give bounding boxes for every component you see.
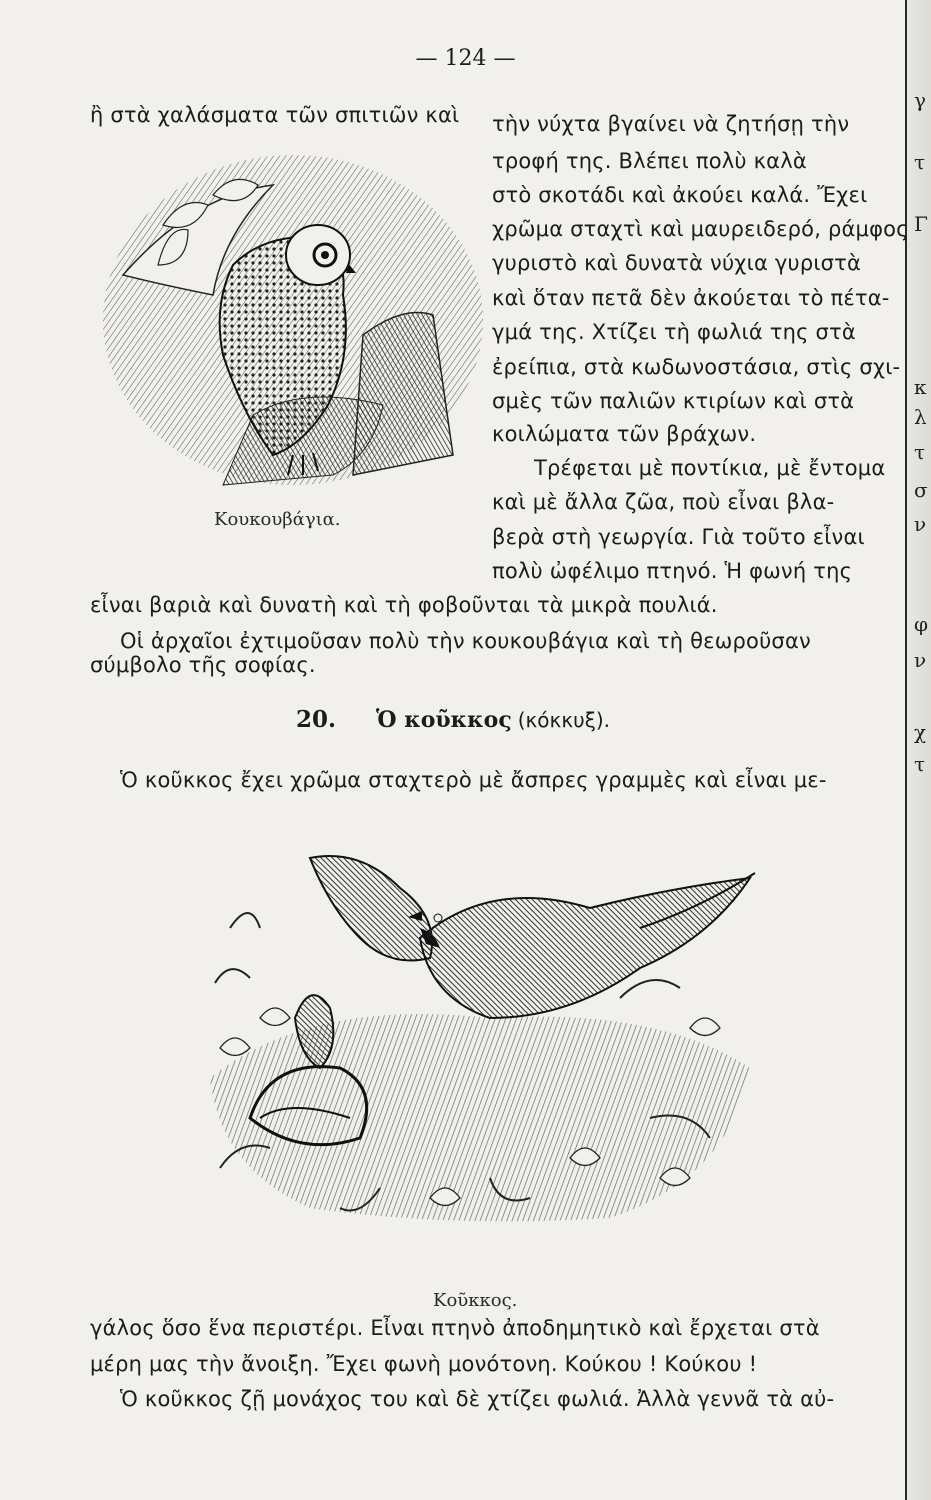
- cuckoo-caption: Κοῦκκος.: [433, 1290, 518, 1311]
- section-latin-name: (κόκκυξ).: [517, 708, 611, 732]
- text-line: σμὲς τῶν παλιῶν κτιρίων καὶ στὰ: [492, 389, 855, 413]
- edge-glyph: ν: [914, 512, 927, 536]
- text-line: γμά της. Χτίζει τὴ φωλιά της στὰ: [492, 320, 856, 344]
- text-line: κοιλώματα τῶν βράχων.: [492, 422, 757, 446]
- text-line: πολὺ ὠφέλιμο πτηνό. Ἡ φωνή της: [492, 559, 853, 583]
- edge-glyph: φ: [914, 612, 929, 636]
- section-title: Ὁ κοῦκκος: [376, 707, 512, 733]
- edge-glyph: γ: [914, 88, 926, 112]
- edge-glyph: Γ: [914, 212, 928, 236]
- text-line: τὴν νύχτα βγαίνει νὰ ζητήσῃ τὴν: [492, 112, 850, 136]
- edge-glyph: λ: [914, 405, 927, 429]
- edge-glyph: τ: [914, 150, 926, 174]
- text-line: βερὰ στὴ γεωργία. Γιὰ τοῦτο εἶναι: [492, 525, 865, 549]
- text-line: ἐρείπια, στὰ κωδωνοστάσια, στὶς σχι-: [492, 355, 901, 379]
- text-line: εἶναι βαριὰ καὶ δυνατὴ καὶ τὴ φοβοῦνται τὰ μικρὰ πουλιά.: [90, 593, 718, 617]
- text-line: γυριστὸ καὶ δυνατὰ νύχια γυριστὰ: [492, 251, 862, 275]
- owl-illustration: [103, 155, 488, 495]
- text-line: Ὁ κοῦκκος ζῇ μονάχος του καὶ δὲ χτίζει φωλιά. Ἀλλὰ γεννᾶ τὰ αὐ-: [120, 1387, 835, 1411]
- owl-caption: Κουκουβάγια.: [214, 509, 341, 530]
- text-line: ἢ στὰ χαλάσματα τῶν σπιτιῶν καὶ: [90, 103, 460, 127]
- section-number: 20.: [296, 706, 337, 733]
- text-line: σύμβολο τῆς σοφίας.: [90, 653, 316, 677]
- edge-glyph: ν: [914, 648, 927, 672]
- text-line: Ὁ κοῦκκος ἔχει χρῶμα σταχτερὸ μὲ ἄσπρες γραμμὲς καὶ εἶναι με-: [120, 768, 827, 792]
- page-number: — 124 —: [415, 46, 516, 71]
- section-heading: [296, 706, 610, 733]
- text-line: στὸ σκοτάδι καὶ ἀκούει καλά. Ἔχει: [492, 183, 868, 207]
- edge-glyph: κ: [914, 375, 927, 399]
- text-line: μέρη μας τὴν ἄνοιξη. Ἔχει φωνὴ μονότονη. Κούκου ! Κούκου !: [90, 1352, 758, 1376]
- cuckoo-illustration: [190, 818, 770, 1228]
- edge-glyph: τ: [914, 440, 926, 464]
- text-line: καὶ μὲ ἄλλα ζῶα, ποὺ εἶναι βλα-: [492, 490, 835, 514]
- edge-glyph: χ: [914, 720, 927, 744]
- text-line: Οἱ ἀρχαῖοι ἐχτιμοῦσαν πολὺ τὴν κουκουβάγια καὶ τὴ θεωροῦσαν: [120, 629, 811, 653]
- edge-glyph: σ: [914, 478, 928, 502]
- edge-glyph: τ: [914, 752, 926, 776]
- text-line: τροφή της. Βλέπει πολὺ καλὰ: [492, 149, 807, 173]
- text-line: γάλος ὅσο ἕνα περιστέρι. Εἶναι πτηνὸ ἀποδημητικὸ καὶ ἔρχεται στὰ: [90, 1316, 820, 1340]
- text-line: Τρέφεται μὲ ποντίκια, μὲ ἔντομα: [534, 456, 886, 480]
- text-line: καὶ ὅταν πετᾶ δὲν ἀκούεται τὸ πέτα-: [492, 286, 890, 310]
- text-line: χρῶμα σταχτὶ καὶ μαυρειδερό, ράμφος: [492, 217, 909, 241]
